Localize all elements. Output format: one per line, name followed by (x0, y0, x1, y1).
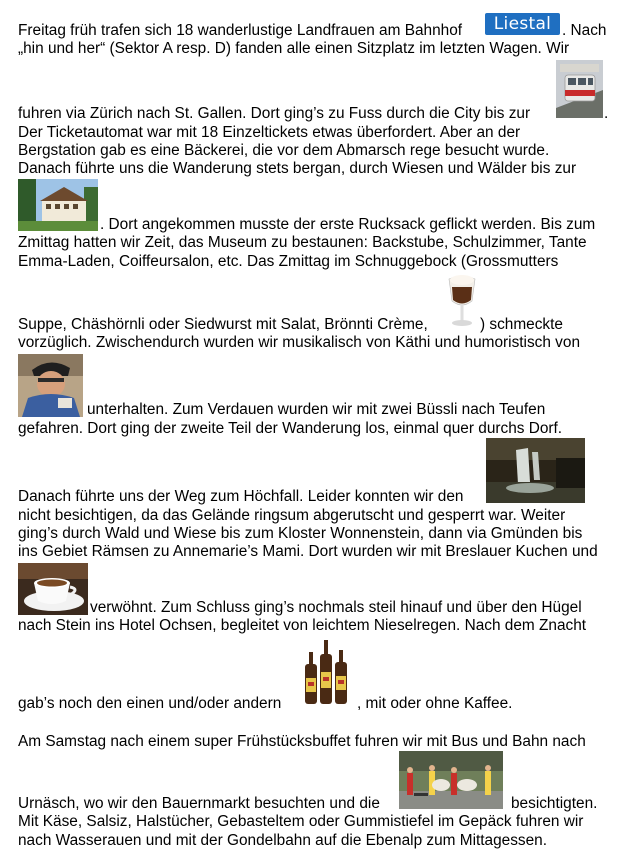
text-line: ging’s durch Wald und Wiese bis zum Kloster Wonnenstein, dann via Gmünden bis (18, 525, 583, 542)
museum-house-image (18, 179, 98, 231)
text-line: gefahren. Dort ging der zweite Teil der Wanderung los, einmal quer durchs Dorf. (18, 420, 563, 437)
text-line: ) schmeckte (480, 316, 563, 333)
text-line: Am Samstag nach einem super Frühstücksbuffet fuhren wir mit Bus und Bahn nach (18, 733, 586, 750)
text-line: . Nach (562, 22, 607, 39)
text-line: „hin und her“ (Sektor A resp. D) fanden alle einen Sitzplatz im letzten Wagen. Wir (18, 40, 570, 57)
text-line: Mit Käse, Salsiz, Halstücher, Gebasteltem oder Gummistiefel im Gepäck fuhren wir (18, 813, 584, 830)
text-line: Danach führte uns der Weg zum Höchfall. Leider konnten wir den (18, 488, 464, 505)
liestal-logo-text: Liestal (493, 14, 552, 34)
text-line: verwöhnt. Zum Schluss ging’s nochmals steil hinauf und über den Hügel (90, 599, 582, 616)
humorist-man-image (18, 354, 83, 417)
text-line: , mit oder ohne Kaffee. (357, 695, 513, 712)
text-line: nach Stein ins Hotel Ochsen, begleitet von leichtem Nieselregen. Nach dem Znacht (18, 617, 587, 634)
liestal-logo (485, 13, 560, 35)
text-line: Urnäsch, wo wir den Bauernmarkt besuchten und die (18, 795, 380, 812)
text-line: Suppe, Chäshörnli oder Siedwurst mit Salat, Brönnti Crème, (18, 316, 428, 333)
bronnti-creme-glass-image (444, 271, 480, 331)
coffee-cup-image (18, 563, 88, 615)
text-line: vorzüglich. Zwischendurch wurden wir musikalisch von Käthi und humoristisch von (18, 334, 580, 351)
text-line: ins Gebiet Rämsen zu Annemarie’s Mami. Dort wurden wir mit Breslauer Kuchen und (18, 543, 598, 560)
beer-bottles-image (301, 638, 351, 706)
funicular-image (556, 60, 603, 118)
text-line: . (604, 105, 609, 122)
text-line: Zmittag hatten wir Zeit, das Museum zu bestaunen: Backstube, Schulzimmer, Tante (18, 234, 587, 251)
text-line: nach Wasserauen und mit der Gondelbahn auf die Ebenalp zum Mittagessen. (18, 832, 548, 849)
text-line: fuhren via Zürich nach St. Gallen. Dort ging’s zu Fuss durch die City bis zur (18, 105, 531, 122)
text-line: unterhalten. Zum Verdauen wurden wir mit zwei Büssli nach Teufen (87, 401, 546, 418)
text-line: Freitag früh trafen sich 18 wanderlustige Landfrauen am Bahnhof (18, 22, 463, 39)
text-line: gab’s noch den einen und/oder andern (18, 695, 282, 712)
text-line: Danach führte uns die Wanderung stets bergan, durch Wiesen und Wälder bis zur (18, 160, 577, 177)
waterfall-image (486, 438, 585, 503)
text-line: besichtigten. (511, 795, 598, 812)
text-line: Emma-Laden, Coiffeursalon, etc. Das Zmittag im Schnuggebock (Grossmutters (18, 253, 559, 270)
cattle-drive-image (399, 751, 503, 809)
text-line: Der Ticketautomat war mit 18 Einzeltickets etwas überfordert. Aber an der (18, 124, 521, 141)
text-line: . Dort angekommen musste der erste Rucksack geflickt werden. Bis zum (100, 216, 596, 233)
text-line: Bergstation gab es eine Bäckerei, die vor dem Abmarsch rege besucht wurde. (18, 142, 550, 159)
text-line: nicht besichtigen, da das Gelände ringsum abgerutscht und gesperrt war. Weiter (18, 507, 566, 524)
